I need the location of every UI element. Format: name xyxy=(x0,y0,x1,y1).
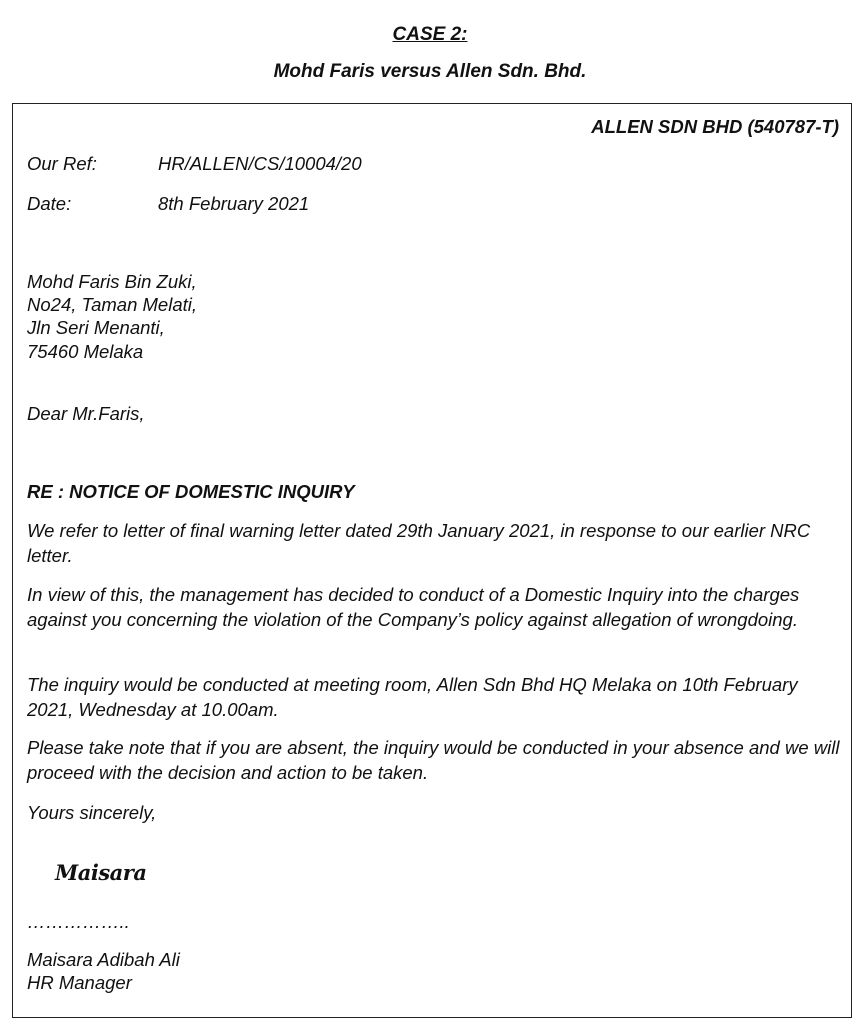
case-title: CASE 2: xyxy=(392,24,468,45)
address-line: Jln Seri Menanti, xyxy=(27,317,165,338)
signer-name: Maisara Adibah Ali xyxy=(27,949,180,970)
paragraph: In view of this, the management has decided to conduct of a Domestic Inquiry into the charges against you concerning the violation of the Company’s policy against allegation of wrongdoing. xyxy=(27,584,800,630)
signer-title: HR Manager xyxy=(27,972,132,993)
company-name: ALLEN SDN BHD (540787-T) xyxy=(591,116,839,137)
letter-box xyxy=(12,103,852,1018)
signature-line: …………….. xyxy=(27,911,130,932)
subject-line: RE : NOTICE OF DOMESTIC INQUIRY xyxy=(27,481,355,502)
address-line: 75460 Melaka xyxy=(27,341,144,362)
ref-value: HR/ALLEN/CS/10004/20 xyxy=(158,153,362,174)
paragraph: The inquiry would be conducted at meeting room, Allen Sdn Bhd HQ Melaka on 10th February 2021, Wednesday at 10.00am. xyxy=(27,674,798,720)
paragraph: Please take note that if you are absent, the inquiry would be conducted in your absence and we will proceed with the decision and action to be taken. xyxy=(27,737,840,783)
signature: Maisara xyxy=(55,860,147,885)
paragraph: We refer to letter of final warning letter dated 29th January 2021, in response to our earlier NRC letter. xyxy=(27,520,811,566)
salutation: Dear Mr.Faris, xyxy=(27,403,145,424)
date-label: Date: xyxy=(27,193,72,214)
address-line: Mohd Faris Bin Zuki, xyxy=(27,271,197,292)
ref-label: Our Ref: xyxy=(27,153,97,174)
address-line: No24, Taman Melati, xyxy=(27,294,198,315)
date-value: 8th February 2021 xyxy=(158,193,310,214)
case-subtitle: Mohd Faris versus Allen Sdn. Bhd. xyxy=(273,61,587,82)
closing: Yours sincerely, xyxy=(27,802,157,823)
